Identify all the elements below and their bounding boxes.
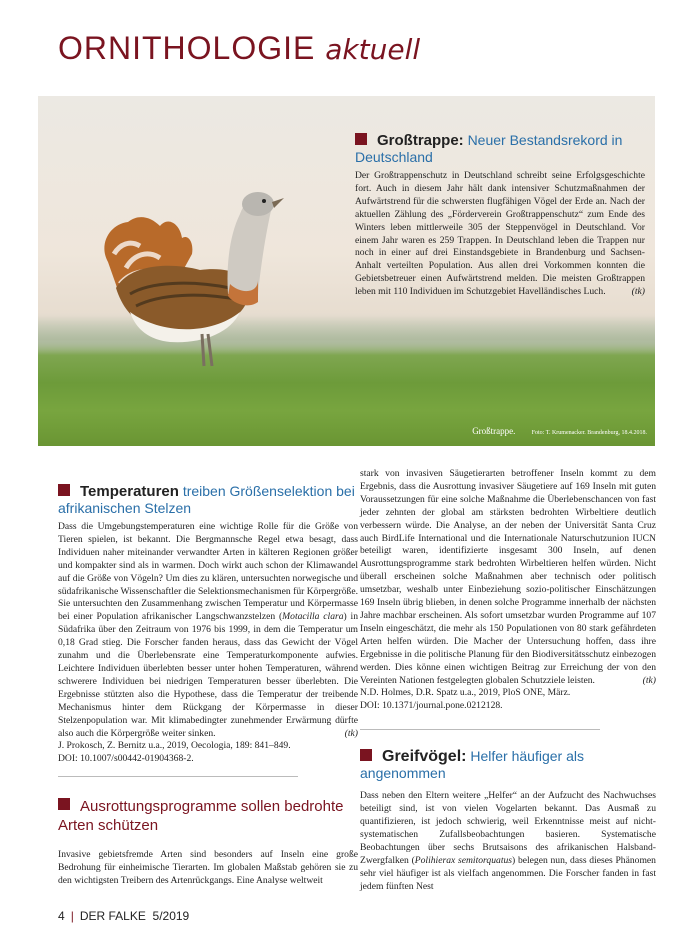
article-ausrottung-title: Ausrottungsprogramme sollen bedrohte Arten schützen bbox=[58, 798, 344, 835]
divider bbox=[58, 776, 298, 777]
photo-caption bbox=[472, 426, 647, 436]
title-subtitle: Helfer häufiger als angenommen bbox=[360, 748, 584, 782]
article-grosstrappe-title bbox=[355, 132, 645, 166]
author-tag: (tk) bbox=[642, 674, 656, 686]
article-temperaturen-title bbox=[58, 483, 358, 517]
title-bold: Temperaturen bbox=[80, 483, 179, 500]
article-ausrottung-body-right: stark von invasiven Säugetierarten betroffener Inseln kommt zu dem Ergebnis, dass die Ausrottung invasiver Säugetiere auf 169 Inseln mit guten Voraussetzungen für eine solche Maßnahme die Überlebenschancen von fast jeder zehnten der global am stärksten bedrohten Wirbeltiere deutlich verbessern würde. Die Analyse, an der neben der Universität Santa Cruz auch BirdLife International und die Internationale Naturschutzunion IUCN beteiligt waren, identifizierte insgesamt 300 Inseln, auf denen Ausrottungsprogramme stark bedrohten Wirbeltieren helfen würden. Nicht überall erscheinen solche Maßnahmen aber technisch oder politisch umsetzbar, weshalb unter Einbeziehung sozio-politischer Einschätzungen 169 Inseln übrig blieben, in denen solche Programme innerhalb der nächsten Jahre machbar erscheinen. Als sofort umsetzbar wurden Programme auf 107 Inseln eingeschätzt, die mehr als 150 Populationen von 80 stark gefährdeten Arten helfen würden. Die Macher der Untersuchung hoffen, dass ihre Ergebnisse in die politische Planung für den Biodiversitätsschutz einbezogen werden. Dies könne einen wichtigen Beitrag zur Erreichung der von den Vereinten Nationen festgelegten globalen Schutzziele leisten. (tk) bbox=[360, 468, 656, 686]
section-header bbox=[58, 30, 420, 67]
section-marker-icon bbox=[360, 749, 372, 761]
title-subtitle: Neuer Bestandsrekord in Deutschland bbox=[355, 132, 623, 165]
article-temperaturen-body: Dass die Umgebungstemperaturen eine wichtige Rolle für die Größe von Tieren spielen, ist bekannt. Die Bergmannsche Regel etwa besagt, dass Individuen naher miteinander verwandter Arten in kälteren Regionen größer und kompakter sind als in warmen. Doch wirkt auch schon der Klimawandel auf die Größe von Vögeln? Um dies zu klären, untersuchten norwegische und südafrikanische Wissenschaftler die Selektionsmechanismen für Körpergröße. Sie untersuchten den Zusammenhang zwischen Temperatur und Körpermasse bei einer Population afrikanischer Langschwanzstelzen (Motacilla clara) in Südafrika über den Zeitraum von 1976 bis 1999, in dem die Temperatur um 0,18 Grad stieg. Die Forscher fanden heraus, dass das Gewicht der Vögel zunahm und die Überlebensrate eine Temperaturkomponente aufwies. Leichtere Individuen überlebten besser unter hohen Temperaturen, während schwerere Individuen bei niedrigen Temperaturen besser überlebten. Die Ergebnisse stützten also die Hypothese, dass die Temperatur der treibende Mechanismus hinter dem Rückgang der Körpermasse in dieser Stelzenpopulation war. Mit klimabedingter zunehmender Erwärmung dürfte also auch die Körpergröße weiter sinken. (tk) bbox=[58, 521, 359, 739]
left-column bbox=[58, 483, 358, 888]
reference-doi: DOI: 10.1371/journal.pone.0212128. bbox=[360, 700, 503, 712]
page-footer bbox=[58, 909, 189, 923]
species-name: Polihierax semitorquatus bbox=[414, 854, 513, 866]
section-marker-icon bbox=[58, 798, 70, 810]
footer-separator: | bbox=[70, 909, 74, 923]
article-body-text: Der Großtrappenschutz in Deutschland schreibt seine Erfolgsgeschichte fort. Auch in diesem Jahr hält dank intensiver Schutzmaßnahmen der Aufwärtstrend für die schwersten flugfähigen Vögel der Erde an. Nach der aktuellen Zählung des „Förderverein Großtrappenschutz“ zum Ende des Winters leben mittlerweile 305 der Steppenvögel in Deutschland. Vor einem Jahr waren es 259 Trappen. In Deutschland leben die Trappen nur noch in einer auf drei Einstandsgebiete in Brandenburg und Sachsen-Anhalt verteilten Population. Aus allen drei Vorkommen konnten die Gebietsbetreuer einen Aufwärtstrend melden. Die meisten Großtrappen leben mit 110 Individuen im Schutzgebiet Havelländisches Luch. bbox=[355, 170, 645, 298]
section-marker-icon bbox=[58, 484, 70, 496]
header-italic: aktuell bbox=[325, 33, 421, 66]
divider bbox=[360, 729, 600, 730]
article-greifvoegel-body: Dass neben den Eltern weitere „Helfer“ an der Aufzucht des Nachwuchses beteiligt sind, ist von vielen Vogelarten bekannt. Das Ausmaß zu quantifizieren, ist jedoch schwierig, weil Erkenntnisse meist auf nicht-systematischen Zufallsbeobachtungen basieren. Systematische Beobachtungen über sechs Brutsaisons des afrikanischen Halsband-Zwergfalken (Polihierax semitorquatus) belegen nun, dass dieses Phänomen sehr viel häufiger ist als vielfach angenommen. Die Forscher fanden in fast jedem fünften Nest bbox=[360, 790, 656, 892]
photo-credit: Foto: T. Krumenacker. Brandenburg, 18.4.2018. bbox=[531, 430, 647, 436]
reference-citation: N.D. Holmes, D.R. Spatz u.a., 2019, PloS ONE, März. bbox=[360, 687, 571, 699]
title-bold: Greifvögel: bbox=[382, 748, 467, 766]
reference-doi: DOI: 10.1007/s00442-01904368-2. bbox=[58, 753, 194, 765]
title-subtitle: treiben Größenselektion bei afrikanischen Stelzen bbox=[58, 483, 355, 516]
article-greifvoegel-title bbox=[360, 748, 656, 782]
right-column bbox=[360, 468, 656, 893]
page-number: 4 bbox=[58, 909, 65, 923]
reference-citation: J. Prokosch, Z. Bernitz u.a., 2019, Oecologia, 189: 841–849. bbox=[58, 740, 291, 752]
author-tag: (tk) bbox=[631, 286, 645, 298]
issue-number: 5/2019 bbox=[152, 909, 190, 923]
header-main: ORNITHOLOGIE bbox=[58, 30, 316, 66]
article-grosstrappe-body bbox=[355, 170, 645, 299]
caption-text: Großtrappe. bbox=[472, 426, 516, 436]
great-bustard-illustration bbox=[90, 184, 300, 374]
article-ausrottung-body-left: Invasive gebietsfremde Arten sind besonders auf Inseln eine große Bedrohung für einheimische Tierarten. Im globalen Maßstab gehören sie zu den wichtigsten Treibern des Artenrückgangs. Eine Analyse weltweit bbox=[58, 849, 358, 887]
article-grosstrappe bbox=[355, 132, 645, 299]
title-bold: Großtrappe: bbox=[377, 132, 464, 149]
author-tag: (tk) bbox=[344, 727, 358, 739]
section-marker-icon bbox=[355, 133, 367, 145]
magazine-name: DER FALKE bbox=[79, 909, 146, 923]
species-name: Motacilla clara bbox=[282, 611, 344, 623]
